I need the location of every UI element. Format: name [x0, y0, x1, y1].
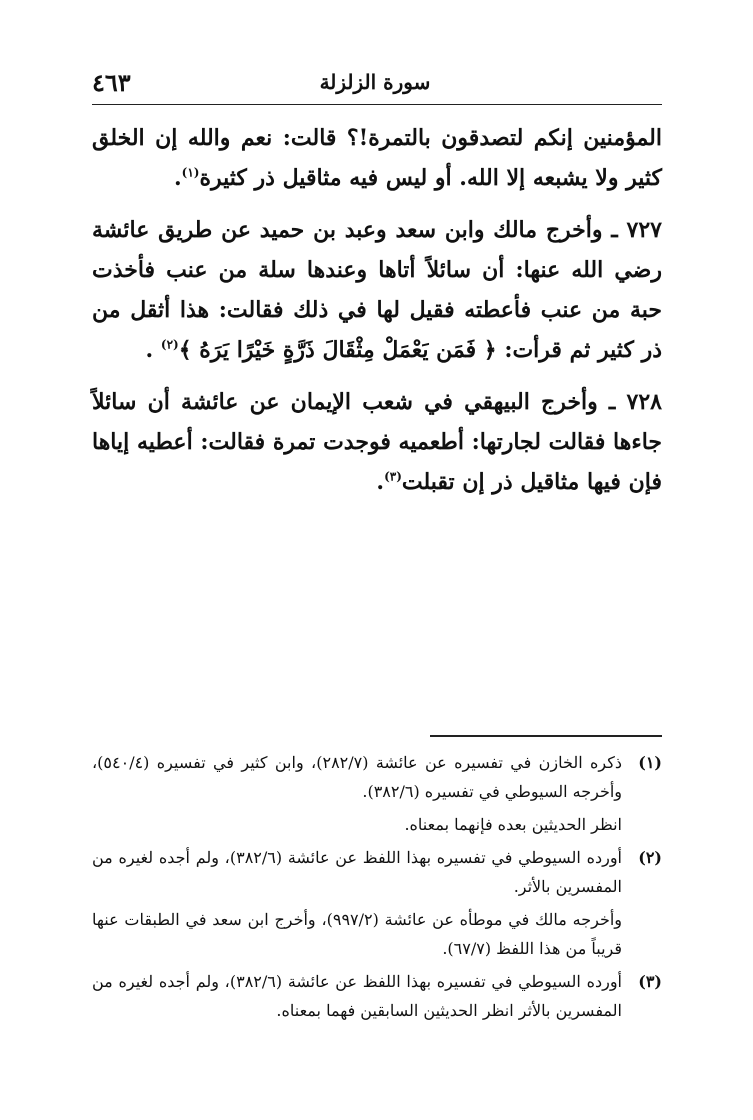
paragraph-1: المؤمنين إنكم لتصدقون بالتمرة!؟ قالت: نعم والله إن الخلق كثير ولا يشبعه إلا الله. أو ليس فيه مثاقيل ذر كثيرة$^{(١)}$.: [92, 125, 662, 191]
footnote-number: (٣): [638, 972, 662, 991]
footnote-number: (٢): [638, 848, 662, 867]
main-text: [92, 118, 662, 514]
footnote-2-continuation: وأخرجه مالك في موطأه عن عائشة (٩٩٧/٢)، وأخرج ابن سعد في الطبقات عنها قريباً من هذا اللفظ (٦٧/٧).: [92, 910, 623, 958]
footnote-text: أورده السيوطي في تفسيره بهذا اللفظ عن عائشة (٣٨٢/٦)، ولم أجده لغيره من المفسرين بالأثر.: [92, 848, 622, 896]
footnote-1: [92, 748, 662, 806]
quran-verse: ﴿ فَمَن يَعْمَلْ مِثْقَالَ ذَرَّةٍ خَيْرًا يَرَهُ ﴾: [178, 337, 497, 363]
footnotes: [92, 748, 662, 1029]
footnote-ref-3[interactable]: (٣): [384, 469, 402, 484]
footnote-3: [92, 967, 662, 1025]
footnote-divider: [430, 735, 662, 737]
footnote-ref-1[interactable]: (١): [181, 165, 200, 180]
page-header: [0, 62, 753, 102]
footnote-ref-2[interactable]: (٢): [160, 337, 179, 352]
page-number: ٤٦٣: [92, 68, 131, 97]
footnote-1-continuation: انظر الحديثين بعده فإنهما بمعناه.: [404, 815, 622, 834]
running-title: سورة الزلزلة: [319, 70, 431, 94]
footnote-2: [92, 843, 662, 901]
footnote-text: أورده السيوطي في تفسيره بهذا اللفظ عن عائشة (٣٨٢/٦)، ولم أجده لغيره من المفسرين بالأثر انظر الحديثين السابقين فهما بمعناه.: [92, 972, 622, 1020]
paragraph-727: ٧٢٧ ـ وأخرج مالك وابن سعد وعبد بن حميد عن طريق عائشة رضي الله عنها: أن سائلاً أتاها وعندها سلة من عنب فأخذت حبة من عنب فأعطته فقيل لها في ذلك فقالت: هذا أثقل من ذر كثير ثم قرأت: ﴿ فَمَن يَعْمَلْ مِثْقَالَ ذَرَّةٍ خَيْرًا يَرَهُ ﴾$^{(٢)}$ .: [92, 217, 662, 363]
paragraph-728: ٧٢٨ ـ وأخرج البيهقي في شعب الإيمان عن عائشة أن سائلاً جاءها فقالت لجارتها: أطعميه فوجدت تمرة فقالت: أعطيه إياها فإن فيها مثاقيل ذر إن تقبلت$^{(٣)}$.: [92, 389, 662, 495]
footnote-text: ذكره الخازن في تفسيره عن عائشة (٢٨٢/٧)، وابن كثير في تفسيره (٥٤٠/٤)، وأخرجه السيوطي في تفسيره (٣٨٢/٦).: [92, 753, 622, 801]
footnote-number: (١): [638, 753, 662, 772]
header-divider: [92, 104, 662, 105]
